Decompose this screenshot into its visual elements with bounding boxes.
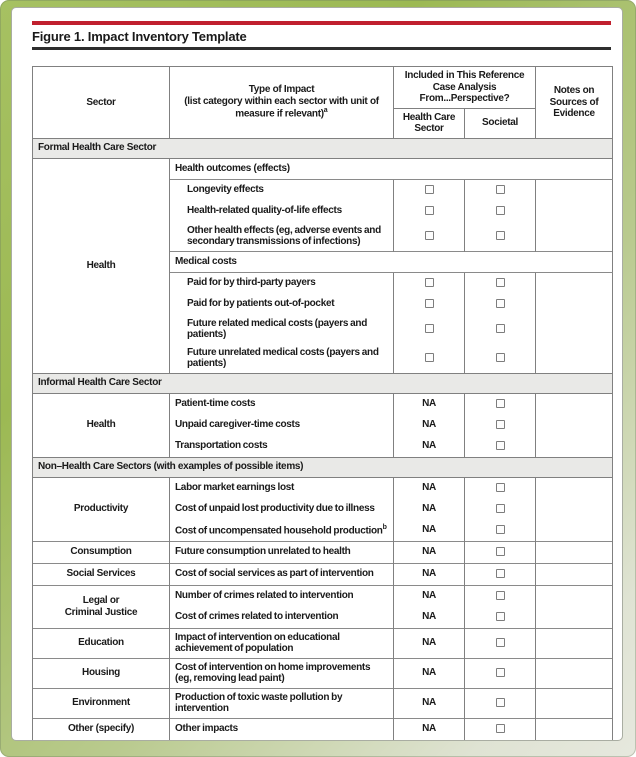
type-of-impact-subtitle: (list category within each sector with unit of measure if relevant)$^a$ bbox=[184, 95, 379, 120]
impact-label: Health-related quality-of-life effects bbox=[170, 201, 394, 222]
hcs-cell bbox=[394, 344, 465, 374]
impact-label: Labor market earnings lost bbox=[170, 477, 394, 499]
checkbox-unchecked-icon bbox=[425, 185, 434, 194]
checkbox-unchecked-icon bbox=[425, 206, 434, 215]
row-education-impact bbox=[33, 628, 613, 658]
societal-cell bbox=[465, 294, 536, 315]
checkbox-unchecked-icon bbox=[496, 324, 505, 333]
hcs-cell bbox=[394, 222, 465, 252]
impact-label: Number of crimes related to intervention bbox=[170, 585, 394, 607]
checkbox-unchecked-icon bbox=[425, 231, 434, 240]
row-health-outcomes-subheader bbox=[33, 158, 613, 179]
checkbox-unchecked-icon bbox=[425, 324, 434, 333]
impact-label: Patient-time costs bbox=[170, 393, 394, 415]
impact-label: Impact of intervention on educational achievement of population bbox=[170, 628, 394, 658]
sector-label-legal: Legal or Criminal Justice bbox=[33, 585, 170, 628]
row-labor-market bbox=[33, 477, 613, 499]
societal-cell bbox=[465, 628, 536, 658]
hcs-cell bbox=[394, 541, 465, 563]
sector-label-housing: Housing bbox=[33, 658, 170, 688]
societal-cell bbox=[465, 393, 536, 415]
na-value: NA bbox=[422, 590, 436, 602]
checkbox-unchecked-icon bbox=[496, 569, 505, 578]
notes-cell bbox=[536, 499, 613, 520]
na-value: NA bbox=[422, 568, 436, 580]
checkbox-unchecked-icon bbox=[496, 638, 505, 647]
hcs-cell bbox=[394, 393, 465, 415]
checkbox-unchecked-icon bbox=[496, 278, 505, 287]
hcs-cell bbox=[394, 436, 465, 458]
checkbox-unchecked-icon bbox=[496, 525, 505, 534]
checkbox-unchecked-icon bbox=[496, 668, 505, 677]
hcs-cell bbox=[394, 499, 465, 520]
hcs-cell bbox=[394, 607, 465, 629]
checkbox-unchecked-icon bbox=[496, 420, 505, 429]
checkbox-unchecked-icon bbox=[425, 299, 434, 308]
notes-cell bbox=[536, 393, 613, 415]
na-value: NA bbox=[422, 440, 436, 452]
subsection-label-medical-costs: Medical costs bbox=[170, 251, 613, 272]
societal-cell bbox=[465, 201, 536, 222]
notes-cell bbox=[536, 415, 613, 436]
hcs-cell bbox=[394, 688, 465, 718]
impact-label: Other health effects (eg, adverse events and secondary transmissions of infections) bbox=[170, 222, 394, 252]
table-header bbox=[33, 67, 613, 139]
na-value: NA bbox=[422, 524, 436, 536]
footnote-b-marker: b bbox=[382, 523, 387, 531]
societal-cell bbox=[465, 607, 536, 629]
notes-cell bbox=[536, 222, 613, 252]
col-header-included: Included in This Reference Case Analysis From...Perspective? bbox=[394, 67, 536, 109]
societal-cell bbox=[465, 477, 536, 499]
societal-cell bbox=[465, 499, 536, 520]
checkbox-unchecked-icon bbox=[496, 231, 505, 240]
impact-label: Longevity effects bbox=[170, 179, 394, 201]
sector-label-environment: Environment bbox=[33, 688, 170, 718]
impact-label: Future unrelated medical costs (payers and patients) bbox=[170, 344, 394, 374]
impact-label: Paid for by third-party payers bbox=[170, 272, 394, 294]
notes-cell bbox=[536, 607, 613, 629]
checkbox-unchecked-icon bbox=[496, 547, 505, 556]
hcs-cell bbox=[394, 585, 465, 607]
societal-cell bbox=[465, 315, 536, 344]
societal-cell bbox=[465, 585, 536, 607]
notes-cell bbox=[536, 563, 613, 585]
impact-inventory-table bbox=[32, 66, 613, 741]
na-value: NA bbox=[422, 546, 436, 558]
checkbox-unchecked-icon bbox=[496, 504, 505, 513]
col-header-societal: Societal bbox=[465, 108, 536, 138]
societal-cell bbox=[465, 688, 536, 718]
hcs-cell bbox=[394, 718, 465, 740]
checkbox-unchecked-icon bbox=[496, 483, 505, 492]
notes-cell bbox=[536, 179, 613, 201]
accent-bar bbox=[32, 21, 611, 25]
societal-cell bbox=[465, 415, 536, 436]
checkbox-unchecked-icon bbox=[496, 591, 505, 600]
impact-label: Production of toxic waste pollution by intervention bbox=[170, 688, 394, 718]
impact-label: Paid for by patients out-of-pocket bbox=[170, 294, 394, 315]
hcs-cell bbox=[394, 415, 465, 436]
checkbox-unchecked-icon bbox=[496, 612, 505, 621]
societal-cell bbox=[465, 272, 536, 294]
sector-label-social-services: Social Services bbox=[33, 563, 170, 585]
notes-cell bbox=[536, 718, 613, 740]
na-value: NA bbox=[422, 723, 436, 735]
na-value: NA bbox=[422, 611, 436, 623]
hcs-cell bbox=[394, 628, 465, 658]
col-header-health-care-sector: Health Care Sector bbox=[394, 108, 465, 138]
row-future-consumption bbox=[33, 541, 613, 563]
figure-panel bbox=[11, 7, 623, 741]
sector-label-productivity: Productivity bbox=[33, 477, 170, 541]
impact-label: Cost of unpaid lost productivity due to illness bbox=[170, 499, 394, 520]
notes-cell bbox=[536, 315, 613, 344]
notes-cell bbox=[536, 477, 613, 499]
row-other-impacts bbox=[33, 718, 613, 740]
hcs-cell bbox=[394, 658, 465, 688]
sector-label-consumption: Consumption bbox=[33, 541, 170, 563]
hcs-cell bbox=[394, 477, 465, 499]
impact-label: Cost of uncompensated household production$^b$ bbox=[170, 520, 394, 542]
checkbox-unchecked-icon bbox=[496, 724, 505, 733]
na-value: NA bbox=[422, 697, 436, 709]
hcs-cell bbox=[394, 315, 465, 344]
impact-label: Cost of intervention on home improvements (eg, removing lead paint) bbox=[170, 658, 394, 688]
checkbox-unchecked-icon bbox=[496, 353, 505, 362]
subsection-label-health-outcomes: Health outcomes (effects) bbox=[170, 158, 613, 179]
notes-cell bbox=[536, 658, 613, 688]
na-value: NA bbox=[422, 637, 436, 649]
section-row-informal bbox=[33, 373, 613, 393]
footnote-a-marker: a bbox=[323, 107, 328, 115]
impact-label: Future consumption unrelated to health bbox=[170, 541, 394, 563]
impact-label: Unpaid caregiver-time costs bbox=[170, 415, 394, 436]
sector-label-health-informal: Health bbox=[33, 393, 170, 457]
notes-cell bbox=[536, 688, 613, 718]
type-of-impact-title: Type of Impact bbox=[248, 84, 315, 96]
sector-label-health: Health bbox=[33, 158, 170, 373]
checkbox-unchecked-icon bbox=[496, 299, 505, 308]
na-value: NA bbox=[422, 667, 436, 679]
checkbox-unchecked-icon bbox=[425, 353, 434, 362]
row-crimes-number bbox=[33, 585, 613, 607]
impact-label: Cost of social services as part of intervention bbox=[170, 563, 394, 585]
checkbox-unchecked-icon bbox=[496, 441, 505, 450]
checkbox-unchecked-icon bbox=[496, 399, 505, 408]
na-value: NA bbox=[422, 398, 436, 410]
header-row-1 bbox=[33, 67, 613, 109]
section-label-nonhealth: Non–Health Care Sectors (with examples of possible items) bbox=[33, 457, 613, 477]
impact-label: Cost of crimes related to intervention bbox=[170, 607, 394, 629]
hcs-cell bbox=[394, 563, 465, 585]
notes-cell bbox=[536, 294, 613, 315]
section-row-formal bbox=[33, 138, 613, 158]
notes-cell bbox=[536, 272, 613, 294]
notes-cell bbox=[536, 541, 613, 563]
societal-cell bbox=[465, 520, 536, 542]
notes-cell bbox=[536, 344, 613, 374]
checkbox-unchecked-icon bbox=[425, 278, 434, 287]
section-row-nonhealth bbox=[33, 457, 613, 477]
na-value: NA bbox=[422, 482, 436, 494]
section-label-formal: Formal Health Care Sector bbox=[33, 138, 613, 158]
notes-cell bbox=[536, 201, 613, 222]
hcs-cell bbox=[394, 272, 465, 294]
na-value: NA bbox=[422, 419, 436, 431]
hcs-cell bbox=[394, 201, 465, 222]
checkbox-unchecked-icon bbox=[496, 698, 505, 707]
hcs-cell bbox=[394, 294, 465, 315]
na-value: NA bbox=[422, 503, 436, 515]
sector-label-other: Other (specify) bbox=[33, 718, 170, 740]
notes-cell bbox=[536, 520, 613, 542]
societal-cell bbox=[465, 222, 536, 252]
societal-cell bbox=[465, 541, 536, 563]
checkbox-unchecked-icon bbox=[496, 185, 505, 194]
section-label-informal: Informal Health Care Sector bbox=[33, 373, 613, 393]
col-header-type-of-impact bbox=[170, 67, 394, 139]
hcs-cell bbox=[394, 520, 465, 542]
row-social-services bbox=[33, 563, 613, 585]
societal-cell bbox=[465, 718, 536, 740]
notes-cell bbox=[536, 585, 613, 607]
col-header-notes: Notes on Sources of Evidence bbox=[536, 67, 613, 139]
sector-label-education: Education bbox=[33, 628, 170, 658]
societal-cell bbox=[465, 658, 536, 688]
notes-cell bbox=[536, 628, 613, 658]
title-rule bbox=[32, 47, 611, 50]
hcs-cell bbox=[394, 179, 465, 201]
checkbox-unchecked-icon bbox=[496, 206, 505, 215]
col-header-sector: Sector bbox=[33, 67, 170, 139]
impact-label: Transportation costs bbox=[170, 436, 394, 458]
notes-cell bbox=[536, 436, 613, 458]
societal-cell bbox=[465, 563, 536, 585]
row-patient-time-costs bbox=[33, 393, 613, 415]
impact-label: Other impacts bbox=[170, 718, 394, 740]
societal-cell bbox=[465, 344, 536, 374]
row-environment-impact bbox=[33, 688, 613, 718]
societal-cell bbox=[465, 436, 536, 458]
societal-cell bbox=[465, 179, 536, 201]
figure-title: Figure 1. Impact Inventory Template bbox=[32, 29, 247, 44]
row-housing-cost bbox=[33, 658, 613, 688]
impact-label: Future related medical costs (payers and patients) bbox=[170, 315, 394, 344]
